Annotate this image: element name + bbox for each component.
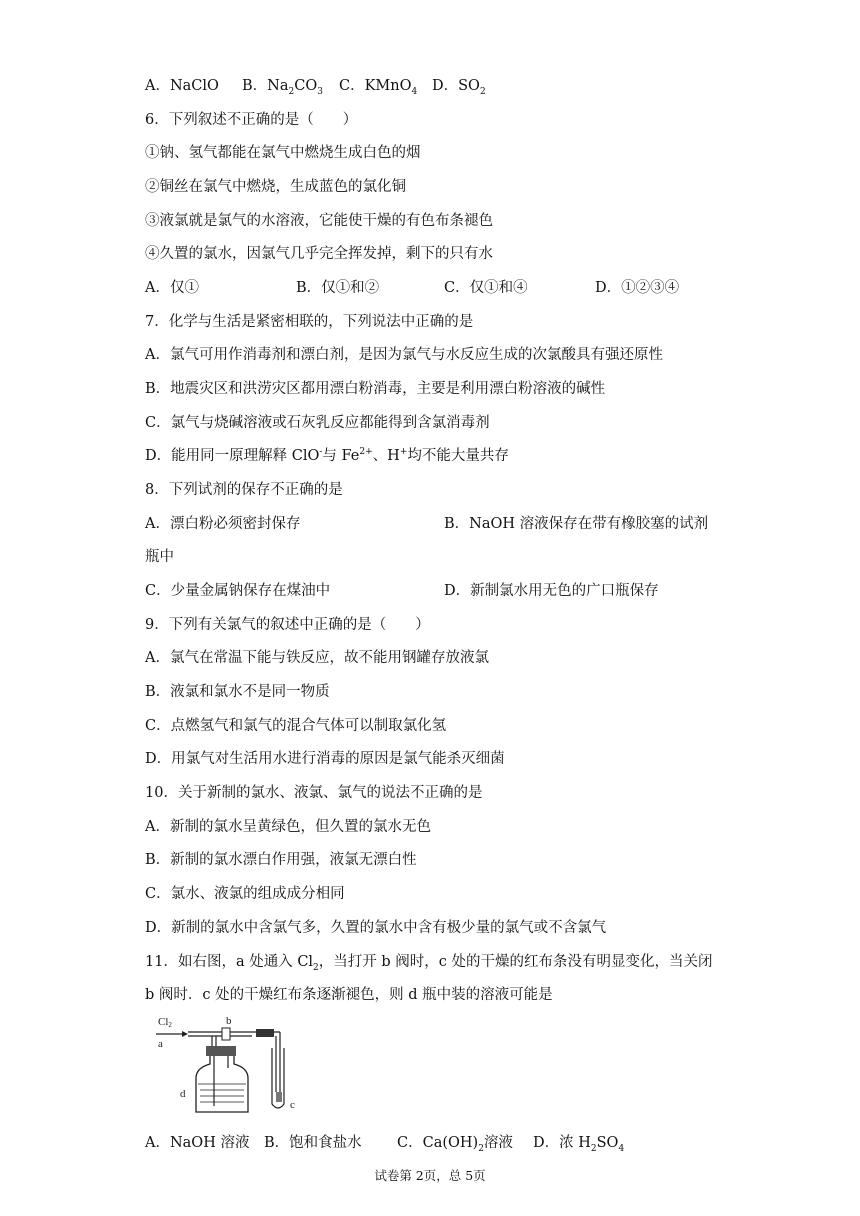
q9-option-c: C．点燃氢气和氯气的混合气体可以制取氯化氢 bbox=[145, 718, 447, 734]
inlet-arrow-head bbox=[182, 1031, 188, 1037]
q7-option-b: B．地震灾区和洪涝灾区都用漂白粉消毒，主要是利用漂白粉溶液的碱性 bbox=[145, 381, 606, 397]
q8-option-c: C．少量金属钠保存在煤油中 bbox=[145, 583, 331, 599]
q10-stem: 10．关于新制的氯水、液氯、氯气的说法不正确的是 bbox=[145, 785, 483, 801]
q6-option-d: D．①②③④ bbox=[595, 280, 680, 296]
q7-option-c: C．氯气与烧碱溶液或石灰乳反应都能得到含氯消毒剂 bbox=[145, 415, 490, 431]
q6-stem: 6．下列叙述不正确的是（ ） bbox=[145, 112, 358, 128]
q10-option-d: D．新制的氯水中含氯气多，久置的氯水中含有极少量的氯气或不含氯气 bbox=[145, 920, 607, 936]
q10-option-c: C．氯水、液氯的组成成分相同 bbox=[145, 886, 345, 902]
figure-label-b: b bbox=[226, 1015, 232, 1027]
q5-option-b: B．$Na_2CO_3$ bbox=[242, 78, 323, 97]
q6-option-b: B．仅①和② bbox=[296, 280, 380, 296]
page-footer: 试卷第 2页，总 5页 bbox=[374, 1168, 486, 1183]
q6-option-c: C．仅①和④ bbox=[444, 280, 528, 296]
q8-option-b: B．NaOH 溶液保存在带有橡胶塞的试剂 bbox=[444, 516, 709, 532]
q11-stem: 11．如右图，a 处通入 $Cl_2$，当打开 b 阀时，c 处的干燥的红布条没有明显变化，当关闭 bbox=[145, 954, 713, 973]
q5-option-c: C．KMnO$_4$ bbox=[339, 78, 418, 97]
q9-option-a: A．氯气在常温下能与铁反应，故不能用钢罐存放液氯 bbox=[145, 650, 489, 666]
q6-statement-4: ④久置的氯水，因氯气几乎完全挥发掉，剩下的只有水 bbox=[145, 246, 493, 262]
q9-option-b: B．液氯和氯水不是同一物质 bbox=[145, 684, 330, 700]
q6-statement-3: ③液氯就是氯气的水溶液，它能使干燥的有色布条褪色 bbox=[145, 213, 493, 229]
q7-stem: 7．化学与生活是紧密相联的，下列说法中正确的是 bbox=[145, 314, 474, 330]
q10-option-a: A．新制的氯水呈黄绿色，但久置的氯水无色 bbox=[145, 819, 431, 835]
figure-label-a: a bbox=[158, 1038, 163, 1050]
q8-option-a: A．漂白粉必须密封保存 bbox=[145, 516, 301, 532]
figure-label-cl2: Cl2 bbox=[158, 1016, 172, 1029]
q11-stem-line2: b 阀时．c 处的干燥红布条逐渐褪色，则 d 瓶中装的溶液可能是 bbox=[145, 987, 553, 1003]
q11-option-a: A．NaOH 溶液 bbox=[145, 1135, 250, 1151]
q9-stem: 9．下列有关氯气的叙述中正确的是（ ） bbox=[145, 617, 430, 633]
q8-option-b-continued: 瓶中 bbox=[145, 549, 174, 565]
q9-option-d: D．用氯气对生活用水进行消毒的原因是氯气能杀灭细菌 bbox=[145, 751, 505, 767]
figure-label-d: d bbox=[180, 1088, 186, 1100]
q7-option-a: A．氯气可用作消毒剂和漂白剂，是因为氯气与水反应生成的次氯酸具有强还原性 bbox=[145, 347, 663, 363]
q8-option-d: D．新制氯水用无色的广口瓶保存 bbox=[444, 583, 659, 599]
q11-option-b: B．饱和食盐水 bbox=[264, 1135, 362, 1151]
q6-statement-2: ②铜丝在氯气中燃烧，生成蓝色的氯化铜 bbox=[145, 179, 406, 195]
red-cloth-strip bbox=[276, 1092, 282, 1102]
q11-option-d: D．浓 $H_2SO_4$ bbox=[533, 1135, 625, 1154]
q11-option-c: C．$Ca(OH)_2$溶液 bbox=[397, 1135, 513, 1154]
q7-option-d: D．能用同一原理解释 ClO-与 $Fe^{2+}$、H+均不能大量共存 bbox=[145, 447, 509, 464]
gas-wash-bottle-apparatus-figure bbox=[152, 1012, 312, 1122]
rubber-connector bbox=[256, 1029, 274, 1037]
q6-statement-1: ①钠、氢气都能在氯气中燃烧生成白色的烟 bbox=[145, 145, 421, 161]
q5-option-d: D．$SO_2$ bbox=[432, 78, 486, 97]
q6-option-a: A．仅① bbox=[145, 280, 199, 296]
q5-option-a: A．NaClO bbox=[145, 78, 219, 94]
figure-label-c: c bbox=[290, 1099, 295, 1111]
q8-stem: 8．下列试剂的保存不正确的是 bbox=[145, 482, 343, 498]
bottle-stopper bbox=[206, 1046, 236, 1056]
valve-b-icon bbox=[222, 1028, 230, 1040]
q10-option-b: B．新制的氯水漂白作用强，液氯无漂白性 bbox=[145, 852, 417, 868]
